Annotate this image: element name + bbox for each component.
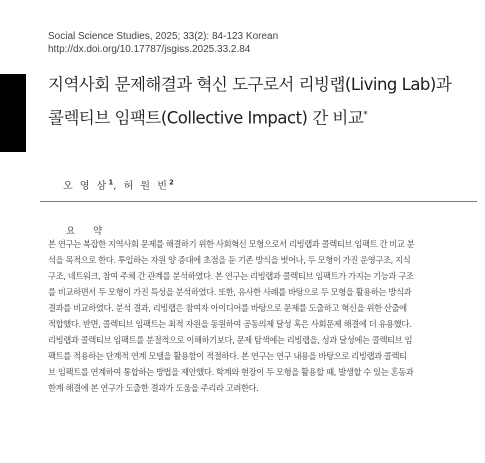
journal-header xyxy=(48,30,278,56)
journal-doi-link[interactable]: http://dx.doi.org/10.17787/jsgiss.2025.33.2.84 xyxy=(48,44,251,55)
title-footnote-mark: * xyxy=(363,110,368,120)
abstract-line: 본 연구는 복잡한 지역사회 문제를 해결하기 위한 사회혁신 모형으로서 리빙랩과 콜렉티브 임팩트 간 비교 분 xyxy=(48,239,415,249)
section-marker-bar xyxy=(0,74,26,152)
paper-title xyxy=(48,70,468,134)
abstract-heading: 요약 xyxy=(66,226,121,237)
author-list xyxy=(63,177,174,192)
title-line-2 xyxy=(48,100,468,134)
author-2-name: 허 원 빈 xyxy=(123,181,169,192)
abstract-line: 리빙랩과 콜렉티브 임팩트를 분절적으로 이해하기보다, 문제 탐색에는 리빙랩을, 성과 달성에는 콜렉티브 임 xyxy=(48,335,413,345)
abstract-line: 를 비교하면서 두 모형이 가진 특성을 분석하였다. 또한, 유사한 사례를 바탕으로 두 모형을 활용하는 방식과 xyxy=(48,287,412,297)
title-line-1: 지역사회 문제해결과 혁신 도구로서 리빙랩(Living Lab)과 xyxy=(48,75,452,94)
title-line-2-text: 콜렉티브 임팩트(Collective Impact) 간 비교 xyxy=(48,108,364,128)
abstract-line: 브 임팩트를 연계하여 통합하는 방법을 제안했다. 학계와 현장이 두 모형을 활용할 때, 발생할 수 있는 혼동과 xyxy=(48,367,414,377)
abstract-line: 결과를 비교하였다. 분석 결과, 리빙랩은 참여자 아이디어를 바탕으로 문제를 도출하고 혁신을 위한 산출에 xyxy=(48,303,407,313)
author-1-name: 오 영 삼 xyxy=(63,181,109,192)
author-separator: , xyxy=(113,181,119,192)
abstract-body xyxy=(48,236,473,396)
abstract-line: 석을 목적으로 한다. 투입하는 자원 양 증대에 초점을 둔 기존 방식을 벗어나, 두 모형이 가진 운영구조, 지식 xyxy=(48,255,411,265)
author-1-affiliation-mark: 1 xyxy=(108,178,114,187)
abstract-line: 한계 해결에 본 연구가 도출한 결과가 도움을 주리라 고려한다. xyxy=(48,383,259,393)
author-2-affiliation-mark: 2 xyxy=(168,178,174,187)
abstract-line: 적합했다. 반면, 콜렉티브 임팩트는 최적 자원을 동원하여 공동의제 달성 혹은 사회문제 해결에 더 유용했다. xyxy=(48,319,412,329)
abstract-line: 팩트를 적용하는 단계적 연계 모델을 활용함이 적절하다. 본 연구는 연구 내용을 바탕으로 리빙랩과 콜렉티 xyxy=(48,351,407,361)
abstract-line: 구조, 네트워크, 참여 주체 간 관계를 분석하였다. 본 연구는 리빙랩과 콜렉티브 임팩트가 가지는 기능과 구조 xyxy=(48,271,414,281)
section-divider xyxy=(40,201,477,202)
journal-citation: Social Science Studies, 2025; 33(2): 84-123 Korean xyxy=(48,31,279,42)
